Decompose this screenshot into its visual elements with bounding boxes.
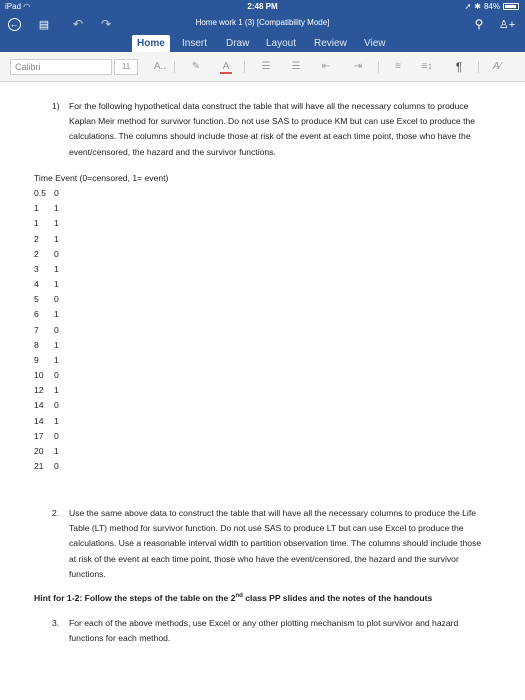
- time-value: 1: [34, 203, 39, 214]
- decrease-indent-button[interactable]: [318, 59, 334, 75]
- outdent-icon: ⇤: [321, 61, 331, 72]
- time-value: 2: [34, 248, 39, 259]
- event-value: 1: [54, 279, 59, 290]
- data-table: [34, 186, 59, 474]
- time-value: 2: [34, 233, 39, 244]
- event-value: 1: [54, 203, 59, 214]
- data-table-header: Time Event (0=censored, 1= event): [34, 173, 169, 183]
- event-value: 0: [54, 324, 59, 335]
- time-value: 8: [34, 339, 39, 350]
- time-value: 1: [34, 218, 39, 229]
- font-color-swatch: [220, 72, 232, 74]
- document-title: Home work 1 (3) [Compatibility Mode]: [195, 18, 330, 27]
- question-number: 2.: [52, 508, 60, 518]
- time-value: 14: [34, 415, 44, 426]
- styles-icon: A⁄: [492, 61, 502, 72]
- time-value: 10: [34, 370, 44, 381]
- device-label: iPad ◠: [5, 2, 31, 11]
- tab-layout[interactable]: Layout: [266, 38, 297, 49]
- time-value: 14: [34, 400, 44, 411]
- data-row: [34, 398, 59, 413]
- search-icon: ⚲: [474, 17, 484, 31]
- data-row: [34, 216, 59, 231]
- data-row: [34, 414, 59, 429]
- data-row: [34, 247, 59, 262]
- time-value: 4: [34, 279, 39, 290]
- battery-percent: 84%: [483, 2, 500, 11]
- tab-home[interactable]: Home: [132, 35, 170, 52]
- font-size-field[interactable]: 11: [114, 59, 138, 75]
- data-row: [34, 338, 59, 353]
- font-name-field[interactable]: Calibri: [10, 59, 112, 75]
- data-row: [34, 323, 59, 338]
- event-value: 1: [54, 263, 59, 274]
- undo-icon: ↶: [72, 17, 84, 31]
- data-row: [34, 353, 59, 368]
- toolbar-divider: [174, 61, 175, 73]
- event-value: 1: [54, 233, 59, 244]
- show-paragraph-marks-button[interactable]: ¶: [455, 60, 463, 74]
- event-value: 0: [54, 430, 59, 441]
- numbering-button[interactable]: [288, 59, 304, 75]
- line-spacing-icon: ≡↕: [421, 61, 433, 72]
- event-value: 0: [54, 370, 59, 381]
- styles-button[interactable]: [488, 59, 506, 75]
- toolbar-divider: [478, 61, 479, 73]
- data-row: [34, 232, 59, 247]
- line-spacing-button[interactable]: [418, 59, 436, 75]
- event-value: 0: [54, 294, 59, 305]
- tab-review[interactable]: Review: [314, 38, 347, 49]
- status-bar: [0, 0, 525, 14]
- tab-draw[interactable]: Draw: [226, 38, 250, 49]
- question-number: 1): [52, 101, 60, 111]
- search-button[interactable]: [471, 16, 487, 32]
- tab-insert[interactable]: Insert: [182, 38, 208, 49]
- data-row: [34, 429, 59, 444]
- event-value: 1: [54, 445, 59, 456]
- time-value: 17: [34, 430, 44, 441]
- event-value: 1: [54, 385, 59, 396]
- align-button[interactable]: [390, 59, 406, 75]
- tab-view[interactable]: View: [364, 38, 386, 49]
- data-row: [34, 459, 59, 474]
- bullet-list-icon: ☰: [261, 61, 271, 72]
- data-row: [34, 277, 59, 292]
- clock: 2:48 PM: [247, 2, 278, 11]
- event-value: 0: [54, 248, 59, 259]
- event-value: 1: [54, 339, 59, 350]
- home-toolbar: [0, 52, 525, 82]
- add-person-icon: ♙+: [498, 18, 516, 31]
- event-value: 1: [54, 218, 59, 229]
- time-value: 5: [34, 294, 39, 305]
- highlight-button[interactable]: [188, 59, 204, 75]
- data-row: [34, 368, 59, 383]
- time-value: 0.5: [34, 188, 46, 198]
- toolbar-divider: [378, 61, 379, 73]
- redo-icon: ↷: [100, 17, 112, 31]
- document-canvas[interactable]: [0, 82, 525, 700]
- title-bar: [0, 14, 525, 34]
- event-value: 1: [54, 309, 59, 320]
- event-value: 1: [54, 415, 59, 426]
- hint-text: Hint for 1-2: Follow the steps of the table on the 2: [34, 593, 236, 603]
- share-button[interactable]: [497, 16, 517, 32]
- bluetooth-icon: ✱: [474, 2, 481, 11]
- question-text: For the following hypothetical data construct the table that will have all the necessary columns to produce Kaplan Meir method for survivor function. Do not use SAS to produce KM but can use Excel to produce the calculations. The columns should include those at risk of the event at each time point, those who have the event/censored, the hazard and the survivor functions.: [69, 101, 476, 157]
- increase-indent-button[interactable]: [350, 59, 366, 75]
- data-row: [34, 307, 59, 322]
- event-value: 0: [54, 461, 59, 472]
- status-right: [465, 2, 519, 11]
- time-value: 9: [34, 354, 39, 365]
- font-color-button[interactable]: [218, 59, 234, 75]
- bullets-button[interactable]: [258, 59, 274, 75]
- time-value: 3: [34, 263, 39, 274]
- toolbar-divider: [244, 61, 245, 73]
- question-text: For each of the above methods, use Excel or any other plotting mechanism to plot survivor and hazard functions for each method.: [69, 618, 459, 644]
- numbered-list-icon: ☰: [291, 61, 301, 72]
- wifi-icon: ◠: [23, 2, 31, 11]
- data-row: [34, 186, 59, 201]
- data-row: [34, 383, 59, 398]
- time-value: 12: [34, 385, 44, 396]
- location-icon: ➚: [464, 2, 472, 11]
- event-value: 0: [54, 400, 59, 411]
- hint-text-end: class PP slides and the notes of the handouts: [242, 593, 433, 603]
- grow-font-button[interactable]: A..: [153, 61, 167, 72]
- data-row: [34, 201, 59, 216]
- time-value: 20: [34, 445, 44, 456]
- font-color-icon: A: [222, 61, 230, 72]
- indent-icon: ⇥: [353, 61, 363, 72]
- question-text: Use the same above data to construct the table that will have all the necessary columns to produce the Life Table (LT) method for survivor function. Do not use SAS to produce LT but can use Excel to produce the calculations. Use a reasonable interval width to partition observation time. The columns should include those at risk of the event at each time point, those who have the event/censored, the hazard and the survivor functions.: [69, 508, 482, 579]
- data-row: [34, 444, 59, 459]
- align-left-icon: ≡: [395, 61, 401, 72]
- ribbon-tabs: [0, 34, 525, 52]
- back-arrow-icon: ←: [9, 18, 19, 29]
- question-number: 3.: [52, 618, 60, 628]
- time-value: 21: [34, 461, 44, 472]
- time-value: 7: [34, 324, 39, 335]
- event-value: 0: [54, 188, 59, 198]
- battery-icon: [503, 3, 519, 10]
- file-icon: ▤: [38, 18, 50, 31]
- hint-superscript: nd: [235, 593, 243, 600]
- event-value: 1: [54, 354, 59, 365]
- highlighter-icon: ✎: [191, 61, 201, 72]
- time-value: 6: [34, 309, 39, 320]
- data-row: [34, 292, 59, 307]
- hint-line: [34, 591, 432, 606]
- data-row: [34, 262, 59, 277]
